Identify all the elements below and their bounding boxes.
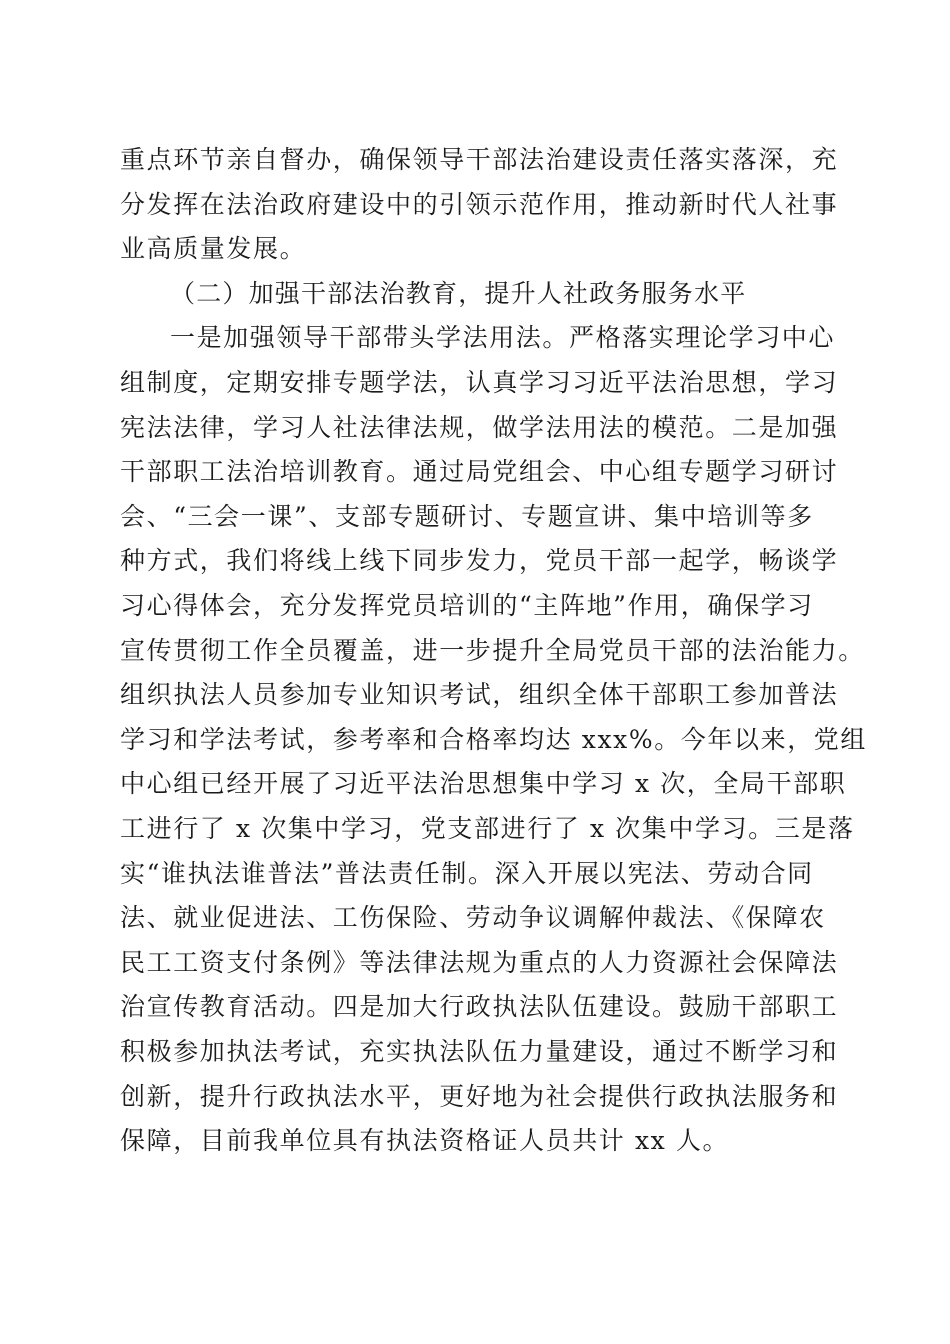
paragraph-line: 业高质量发展。 — [120, 234, 307, 263]
paragraph-line: 宣传贯彻工作全员覆盖，进一步提升全局党员干部的法治能力。 — [120, 636, 865, 665]
paragraph-line: 宪法法律，学习人社法律法规，做学法用法的模范。二是加强 — [120, 413, 839, 442]
paragraph-line: 组制度，定期安排专题学法，认真学习习近平法治思想，学习 — [120, 368, 839, 397]
paragraph-line: 组织执法人员参加专业知识考试，组织全体干部职工参加普法 — [120, 680, 839, 709]
paragraph-line: 干部职工法治培训教育。通过局党组会、中心组专题学习研讨 — [120, 457, 839, 486]
paragraph-line: 实“谁执法谁普法”普法责任制。深入开展以宪法、劳动合同 — [120, 859, 814, 888]
paragraph-line: 一是加强领导干部带头学法用法。严格落实理论学习中心 — [170, 323, 836, 352]
paragraph-line: 法、就业促进法、工伤保险、劳动争议调解仲裁法、《保障农 — [120, 903, 826, 932]
paragraph-line: 种方式，我们将线上线下同步发力，党员干部一起学，畅谈学 — [120, 546, 839, 575]
paragraph-line: 积极参加执法考试，充实执法队伍力量建设，通过不断学习和 — [120, 1037, 839, 1066]
paragraph-line: 中心组已经开展了习近平法治思想集中学习 x 次，全局干部职 — [120, 769, 847, 798]
paragraph-line: 学习和学法考试，参考率和合格率均达 xxx%。今年以来，党组 — [120, 725, 868, 754]
paragraph-line: 会、“三会一课”、支部专题研讨、专题宣讲、集中培训等多 — [120, 502, 814, 531]
paragraph-line: 工进行了 x 次集中学习，党支部进行了 x 次集中学习。三是落 — [120, 814, 855, 843]
section-heading: （二）加强干部法治教育，提升人社政务服务水平 — [170, 279, 747, 308]
paragraph-line: 保障，目前我单位具有执法资格证人员共计 xx 人。 — [120, 1126, 730, 1155]
paragraph-line: 分发挥在法治政府建设中的引领示范作用，推动新时代人社事 — [120, 190, 839, 219]
paragraph-line: 习心得体会，充分发挥党员培训的“主阵地”作用，确保学习 — [120, 591, 814, 620]
paragraph-line: 创新，提升行政执法水平，更好地为社会提供行政执法服务和 — [120, 1082, 839, 1111]
paragraph-line: 治宣传教育活动。四是加大行政执法队伍建设。鼓励干部职工 — [120, 992, 839, 1021]
paragraph-line: 重点环节亲自督办，确保领导干部法治建设责任落实落深，充 — [120, 145, 839, 174]
paragraph-line: 民工工资支付条例》等法律法规为重点的人力资源社会保障法 — [120, 948, 839, 977]
